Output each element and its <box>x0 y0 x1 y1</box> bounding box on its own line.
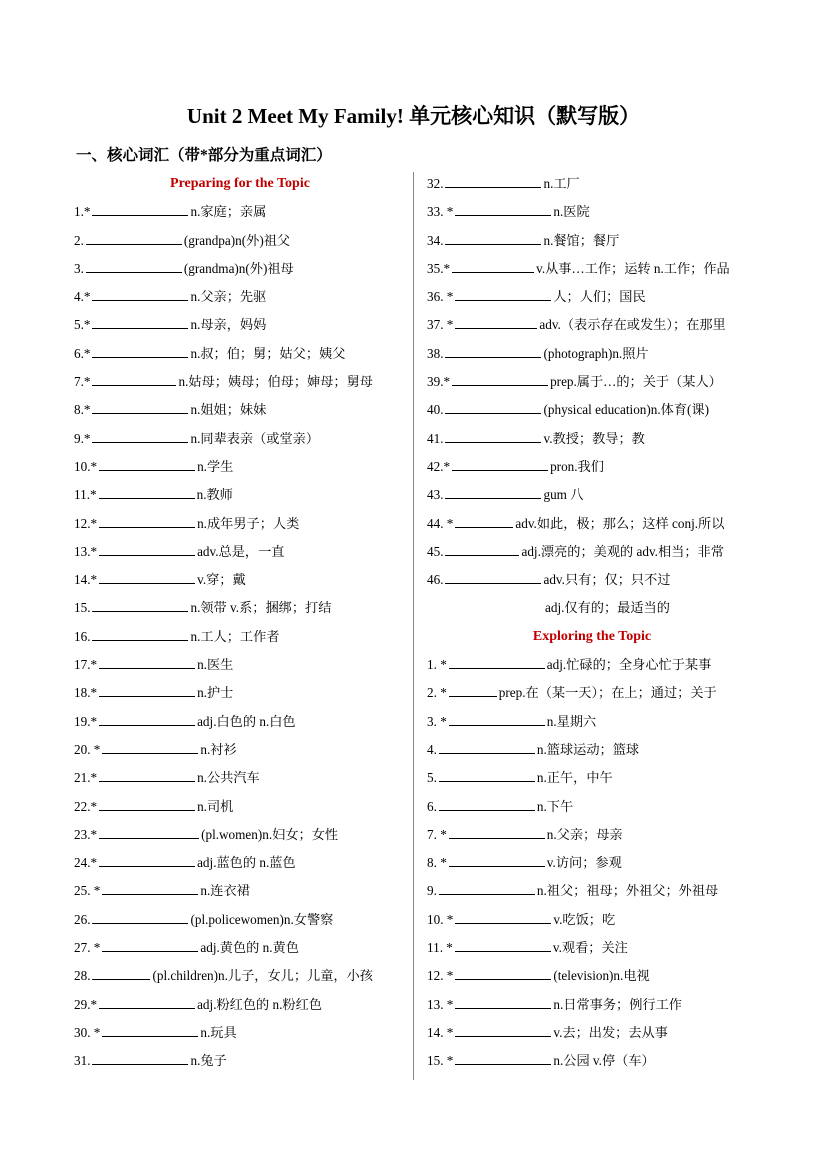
item-definition: n.司机 <box>197 798 234 814</box>
item-definition: n.日常事务；例行工作 <box>553 996 682 1012</box>
vocab-item <box>74 821 406 849</box>
answer-blank[interactable] <box>92 967 150 980</box>
answer-blank[interactable] <box>92 203 188 216</box>
vocab-item <box>74 453 406 481</box>
item-definition: adj.黄色的 n.黄色 <box>200 940 299 956</box>
vocab-item <box>74 283 406 311</box>
item-number: 20. * <box>74 741 101 757</box>
vocab-item <box>427 368 757 396</box>
item-number: 4.* <box>74 289 91 305</box>
item-definition: n.正午，中午 <box>536 770 613 786</box>
vocab-item <box>427 481 757 509</box>
item-number: 10. * <box>427 911 454 927</box>
vocab-item <box>427 651 757 679</box>
vocab-item <box>74 368 406 396</box>
answer-blank[interactable] <box>102 741 198 754</box>
item-number: 43. <box>427 487 444 503</box>
item-definition: pron.我们 <box>550 458 604 474</box>
item-number: 19.* <box>74 713 98 729</box>
answer-blank[interactable] <box>452 260 534 273</box>
item-definition: gum 八 <box>543 487 584 503</box>
item-number: 11.* <box>74 487 97 503</box>
item-definition: n.父亲；母亲 <box>546 826 623 842</box>
vocab-item <box>74 877 406 905</box>
item-number: 26. <box>74 911 91 927</box>
item-number: 3. * <box>427 713 447 729</box>
vocab-item <box>74 934 406 962</box>
answer-blank[interactable] <box>99 684 195 697</box>
item-definition: n.祖父；祖母；外祖父；外祖母 <box>536 883 719 899</box>
item-number: 44. * <box>427 515 454 531</box>
vocab-item <box>427 991 757 1019</box>
vocab-item <box>427 170 757 198</box>
item-definition: n.下午 <box>536 798 574 814</box>
item-definition: adj.白色的 n.白色 <box>197 713 296 729</box>
item-number: 31. <box>74 1053 91 1069</box>
item-definition: n.兔子 <box>190 1053 227 1069</box>
item-definition: n.成年男子；人类 <box>197 515 300 531</box>
answer-blank[interactable] <box>455 1052 551 1065</box>
item-number: 8.* <box>74 402 91 418</box>
answer-blank[interactable] <box>99 996 195 1009</box>
answer-blank[interactable] <box>92 911 188 924</box>
answer-blank[interactable] <box>92 628 188 641</box>
item-number: 8. * <box>427 855 447 871</box>
item-number: 32. <box>427 176 444 191</box>
item-number: 5. <box>427 770 437 786</box>
item-definition: (physical education)n.体育(课) <box>543 402 710 418</box>
item-definition: n.母亲，妈妈 <box>190 317 267 333</box>
item-number: 34. <box>427 232 444 248</box>
item-definition: adv.（表示存在或发生）；在那里 <box>539 317 726 333</box>
answer-blank[interactable] <box>86 260 182 273</box>
answer-blank[interactable] <box>449 656 545 669</box>
item-number: 42.* <box>427 458 451 474</box>
vocab-item <box>74 198 406 226</box>
item-definition: n.教师 <box>196 487 233 503</box>
answer-blank[interactable] <box>99 798 195 811</box>
answer-blank[interactable] <box>99 713 195 726</box>
answer-blank[interactable] <box>449 854 545 867</box>
item-number: 37. * <box>427 317 454 333</box>
answer-blank[interactable] <box>445 401 541 414</box>
right-column <box>427 170 757 1076</box>
vocab-item <box>74 396 406 424</box>
vocab-item <box>74 425 406 453</box>
vocab-item <box>74 736 406 764</box>
item-number: 3. <box>74 260 84 276</box>
answer-blank[interactable] <box>452 373 548 386</box>
answer-blank[interactable] <box>92 345 188 358</box>
item-definition: (grandma)n(外)祖母 <box>183 260 294 276</box>
answer-blank[interactable] <box>449 684 497 697</box>
answer-blank[interactable] <box>445 232 541 245</box>
answer-blank[interactable] <box>439 769 535 782</box>
answer-blank[interactable] <box>92 288 188 301</box>
item-definition: n.玩具 <box>200 1024 237 1040</box>
item-definition: n.领带 v.系；捆绑；打结 <box>190 600 332 616</box>
item-definition: (photograph)n.照片 <box>543 345 649 361</box>
item-definition: (pl.women)n.妇女；女性 <box>201 826 339 842</box>
answer-blank[interactable] <box>445 175 541 188</box>
vocab-item <box>74 991 406 1019</box>
vocab-item <box>74 623 406 651</box>
item-number: 29.* <box>74 996 98 1012</box>
item-number: 2. * <box>427 685 447 701</box>
answer-blank[interactable] <box>102 939 198 952</box>
item-definition: n.同辈表亲（或堂亲） <box>190 430 320 446</box>
item-definition: adj.粉红色的 n.粉红色 <box>197 996 322 1012</box>
vocab-item <box>427 934 757 962</box>
answer-blank[interactable] <box>439 741 535 754</box>
item-number: 14.* <box>74 572 98 588</box>
item-definition: v.观看；关注 <box>552 940 628 956</box>
item-definition: n.医生 <box>197 657 234 673</box>
item-definition: n.衬衫 <box>200 741 237 757</box>
item-definition: (grandpa)n(外)祖父 <box>183 232 291 248</box>
vocab-item <box>427 821 757 849</box>
left-column <box>74 170 406 1076</box>
item-number: 18.* <box>74 685 98 701</box>
item-number: 6. <box>427 798 437 814</box>
answer-blank[interactable] <box>92 430 188 443</box>
answer-blank[interactable] <box>102 882 198 895</box>
answer-blank[interactable] <box>452 458 548 471</box>
vocab-item <box>427 566 757 594</box>
item-number: 6.* <box>74 345 91 361</box>
answer-blank[interactable] <box>455 316 537 329</box>
vocab-item <box>74 311 406 339</box>
subheading-preparing: Preparing for the Topic <box>170 176 310 191</box>
item-number: 28. <box>74 968 91 984</box>
vocab-item <box>427 425 757 453</box>
answer-blank[interactable] <box>99 486 195 499</box>
answer-blank[interactable] <box>92 599 188 612</box>
item-number: 22.* <box>74 798 98 814</box>
item-definition: n.姑母；姨母；伯母；婶母；舅母 <box>178 374 373 390</box>
answer-blank[interactable] <box>455 515 513 528</box>
item-number: 46. <box>427 572 444 588</box>
vocab-item <box>74 708 406 736</box>
right-vocab-list-2 <box>427 651 757 1075</box>
item-definition: adv.只有；仅；只不过 <box>543 572 671 588</box>
answer-blank[interactable] <box>99 854 195 867</box>
item-number: 1.* <box>74 204 91 220</box>
item-number: 11. * <box>427 940 453 956</box>
vocab-item <box>427 736 757 764</box>
vocab-item <box>74 510 406 538</box>
answer-blank[interactable] <box>449 826 545 839</box>
vocab-item <box>74 594 406 622</box>
answer-blank[interactable] <box>92 1052 188 1065</box>
vocab-item <box>427 1019 757 1047</box>
item-definition: n.家庭；亲属 <box>190 204 267 220</box>
item-definition: n.姐姐；妹妹 <box>190 402 267 418</box>
answer-blank[interactable] <box>455 939 551 952</box>
answer-blank[interactable] <box>99 571 195 584</box>
item-definition: adv.总是，一直 <box>197 543 285 559</box>
vocab-item <box>427 1047 757 1075</box>
vocab-item <box>74 340 406 368</box>
answer-blank[interactable] <box>445 486 541 499</box>
vocab-item <box>427 962 757 990</box>
left-vocab-list <box>74 198 406 1075</box>
vocab-item <box>427 538 757 566</box>
vocab-item <box>427 227 757 255</box>
vocab-item <box>427 255 757 283</box>
item-definition: n.叔；伯；舅；姑父；姨父 <box>190 345 346 361</box>
item-number: 15. <box>74 600 91 616</box>
right-vocab-list <box>427 170 757 594</box>
item-number: 10.* <box>74 458 98 474</box>
answer-blank[interactable] <box>99 458 195 471</box>
item-number: 23.* <box>74 826 98 842</box>
item-definition: v.从事…工作；运转 n.工作；作品 <box>536 260 730 276</box>
item-number: 17.* <box>74 657 98 673</box>
answer-blank[interactable] <box>86 232 182 245</box>
answer-blank[interactable] <box>445 345 541 358</box>
item-number: 39.* <box>427 374 451 390</box>
item-number: 45. <box>427 543 444 559</box>
answer-blank[interactable] <box>102 1024 198 1037</box>
vocab-item <box>74 793 406 821</box>
item-definition: n.公园 v.停（车） <box>553 1053 655 1069</box>
item-definition: n.公共汽车 <box>197 770 260 786</box>
item-definition: v.穿；戴 <box>197 572 246 588</box>
item-definition: adj.漂亮的；美观的 adv.相当；非常 <box>521 543 724 559</box>
item-definition: prep.在（某一天）；在上；通过；关于 <box>498 685 717 701</box>
vocab-item <box>427 708 757 736</box>
item-definition: n.星期六 <box>546 713 597 729</box>
item-number: 30. * <box>74 1024 101 1040</box>
answer-blank[interactable] <box>455 967 551 980</box>
item-number: 9.* <box>74 430 91 446</box>
answer-blank[interactable] <box>445 430 541 443</box>
item-number: 27. * <box>74 940 101 956</box>
item-definition: v.访问；参观 <box>546 855 622 871</box>
vocab-item <box>427 396 757 424</box>
vocab-item <box>427 764 757 792</box>
vocab-item <box>427 793 757 821</box>
item-number: 33. * <box>427 204 454 220</box>
item-definition: n.篮球运动；篮球 <box>536 741 640 757</box>
item-definition: n.工厂 <box>543 176 580 191</box>
item-definition: n.学生 <box>197 458 234 474</box>
item-number: 14. * <box>427 1024 454 1040</box>
item-definition: n.护士 <box>197 685 234 701</box>
vocab-item <box>74 679 406 707</box>
vocab-item <box>74 1019 406 1047</box>
item-number: 4. <box>427 741 437 757</box>
answer-blank[interactable] <box>445 543 519 556</box>
section-heading: 一、核心词汇（带*部分为重点词汇） <box>76 147 332 164</box>
vocab-item <box>74 481 406 509</box>
item-number: 35.* <box>427 260 451 276</box>
answer-blank[interactable] <box>99 543 195 556</box>
item-number: 16. <box>74 628 91 644</box>
item-number: 12.* <box>74 515 98 531</box>
answer-blank[interactable] <box>99 515 195 528</box>
item-definition: n.医院 <box>553 204 590 220</box>
answer-blank[interactable] <box>455 203 551 216</box>
item-number: 40. <box>427 402 444 418</box>
answer-blank[interactable] <box>99 769 195 782</box>
item-definition: (pl.policewomen)n.女警察 <box>190 911 334 927</box>
vocab-item <box>427 877 757 905</box>
item-definition: v.教授；教导；教 <box>543 430 645 446</box>
column-divider <box>413 172 414 1080</box>
answer-blank[interactable] <box>445 571 541 584</box>
vocab-item <box>427 906 757 934</box>
item-number: 5.* <box>74 317 91 333</box>
answer-blank[interactable] <box>449 713 545 726</box>
item-number: 21.* <box>74 770 98 786</box>
vocab-item <box>427 311 757 339</box>
vocab-item <box>74 227 406 255</box>
answer-blank[interactable] <box>455 911 551 924</box>
vocab-item <box>427 849 757 877</box>
item-number: 2. <box>74 232 84 248</box>
vocab-item <box>74 849 406 877</box>
vocab-item <box>74 906 406 934</box>
vocab-item <box>74 962 406 990</box>
page-title: Unit 2 Meet My Family! 单元核心知识（默写版） <box>186 104 641 128</box>
item-definition: n.父亲；先驱 <box>190 289 267 305</box>
answer-blank[interactable] <box>99 826 199 839</box>
item-definition: n.工人；工作者 <box>190 628 280 644</box>
item-definition: n.连衣裙 <box>200 883 250 899</box>
vocab-item <box>427 198 757 226</box>
answer-blank[interactable] <box>455 1024 551 1037</box>
item-number: 12. * <box>427 968 454 984</box>
item-number: 41. <box>427 430 444 446</box>
item-definition: n.餐馆；餐厅 <box>543 232 620 248</box>
vocab-item <box>427 453 757 481</box>
item-definition: v.吃饭；吃 <box>553 911 616 927</box>
item-number: 9. <box>427 883 437 899</box>
item-definition: 人；人们；国民 <box>553 289 646 305</box>
vocab-item <box>427 679 757 707</box>
answer-blank[interactable] <box>92 373 176 386</box>
vocab-item <box>74 566 406 594</box>
item-number: 7.* <box>74 374 91 390</box>
vocab-item <box>74 538 406 566</box>
item-number: 36. * <box>427 289 454 305</box>
vocab-item <box>427 340 757 368</box>
answer-blank[interactable] <box>99 656 195 669</box>
item-number: 13.* <box>74 543 98 559</box>
item-number: 13. * <box>427 996 454 1012</box>
continuation-line: adj.仅有的；最适当的 <box>545 600 670 616</box>
item-number: 38. <box>427 345 444 361</box>
answer-blank[interactable] <box>455 996 551 1009</box>
vocab-item <box>427 283 757 311</box>
item-definition: adj.忙碌的；全身心忙于某事 <box>546 657 712 673</box>
answer-blank[interactable] <box>92 316 188 329</box>
vocab-item <box>74 651 406 679</box>
answer-blank[interactable] <box>455 288 551 301</box>
answer-blank[interactable] <box>439 798 535 811</box>
answer-blank[interactable] <box>439 882 535 895</box>
item-number: 1. * <box>427 657 447 673</box>
item-number: 25. * <box>74 883 101 899</box>
item-definition: (television)n.电视 <box>553 968 650 984</box>
item-definition: adv.如此，极；那么；这样 conj.所以 <box>515 515 725 531</box>
item-number: 24.* <box>74 855 98 871</box>
vocab-item <box>74 1047 406 1075</box>
vocab-item <box>74 764 406 792</box>
item-definition: v.去；出发；去从事 <box>553 1024 668 1040</box>
vocab-item <box>74 255 406 283</box>
answer-blank[interactable] <box>92 401 188 414</box>
subheading-exploring: Exploring the Topic <box>532 628 652 644</box>
item-number: 15. * <box>427 1053 454 1069</box>
vocab-item <box>427 510 757 538</box>
item-definition: prep.属于…的；关于（某人） <box>550 374 722 390</box>
item-number: 7. * <box>427 826 447 842</box>
item-definition: adj.蓝色的 n.蓝色 <box>197 855 296 871</box>
item-definition: (pl.children)n.儿子，女儿；儿童，小孩 <box>152 968 373 984</box>
